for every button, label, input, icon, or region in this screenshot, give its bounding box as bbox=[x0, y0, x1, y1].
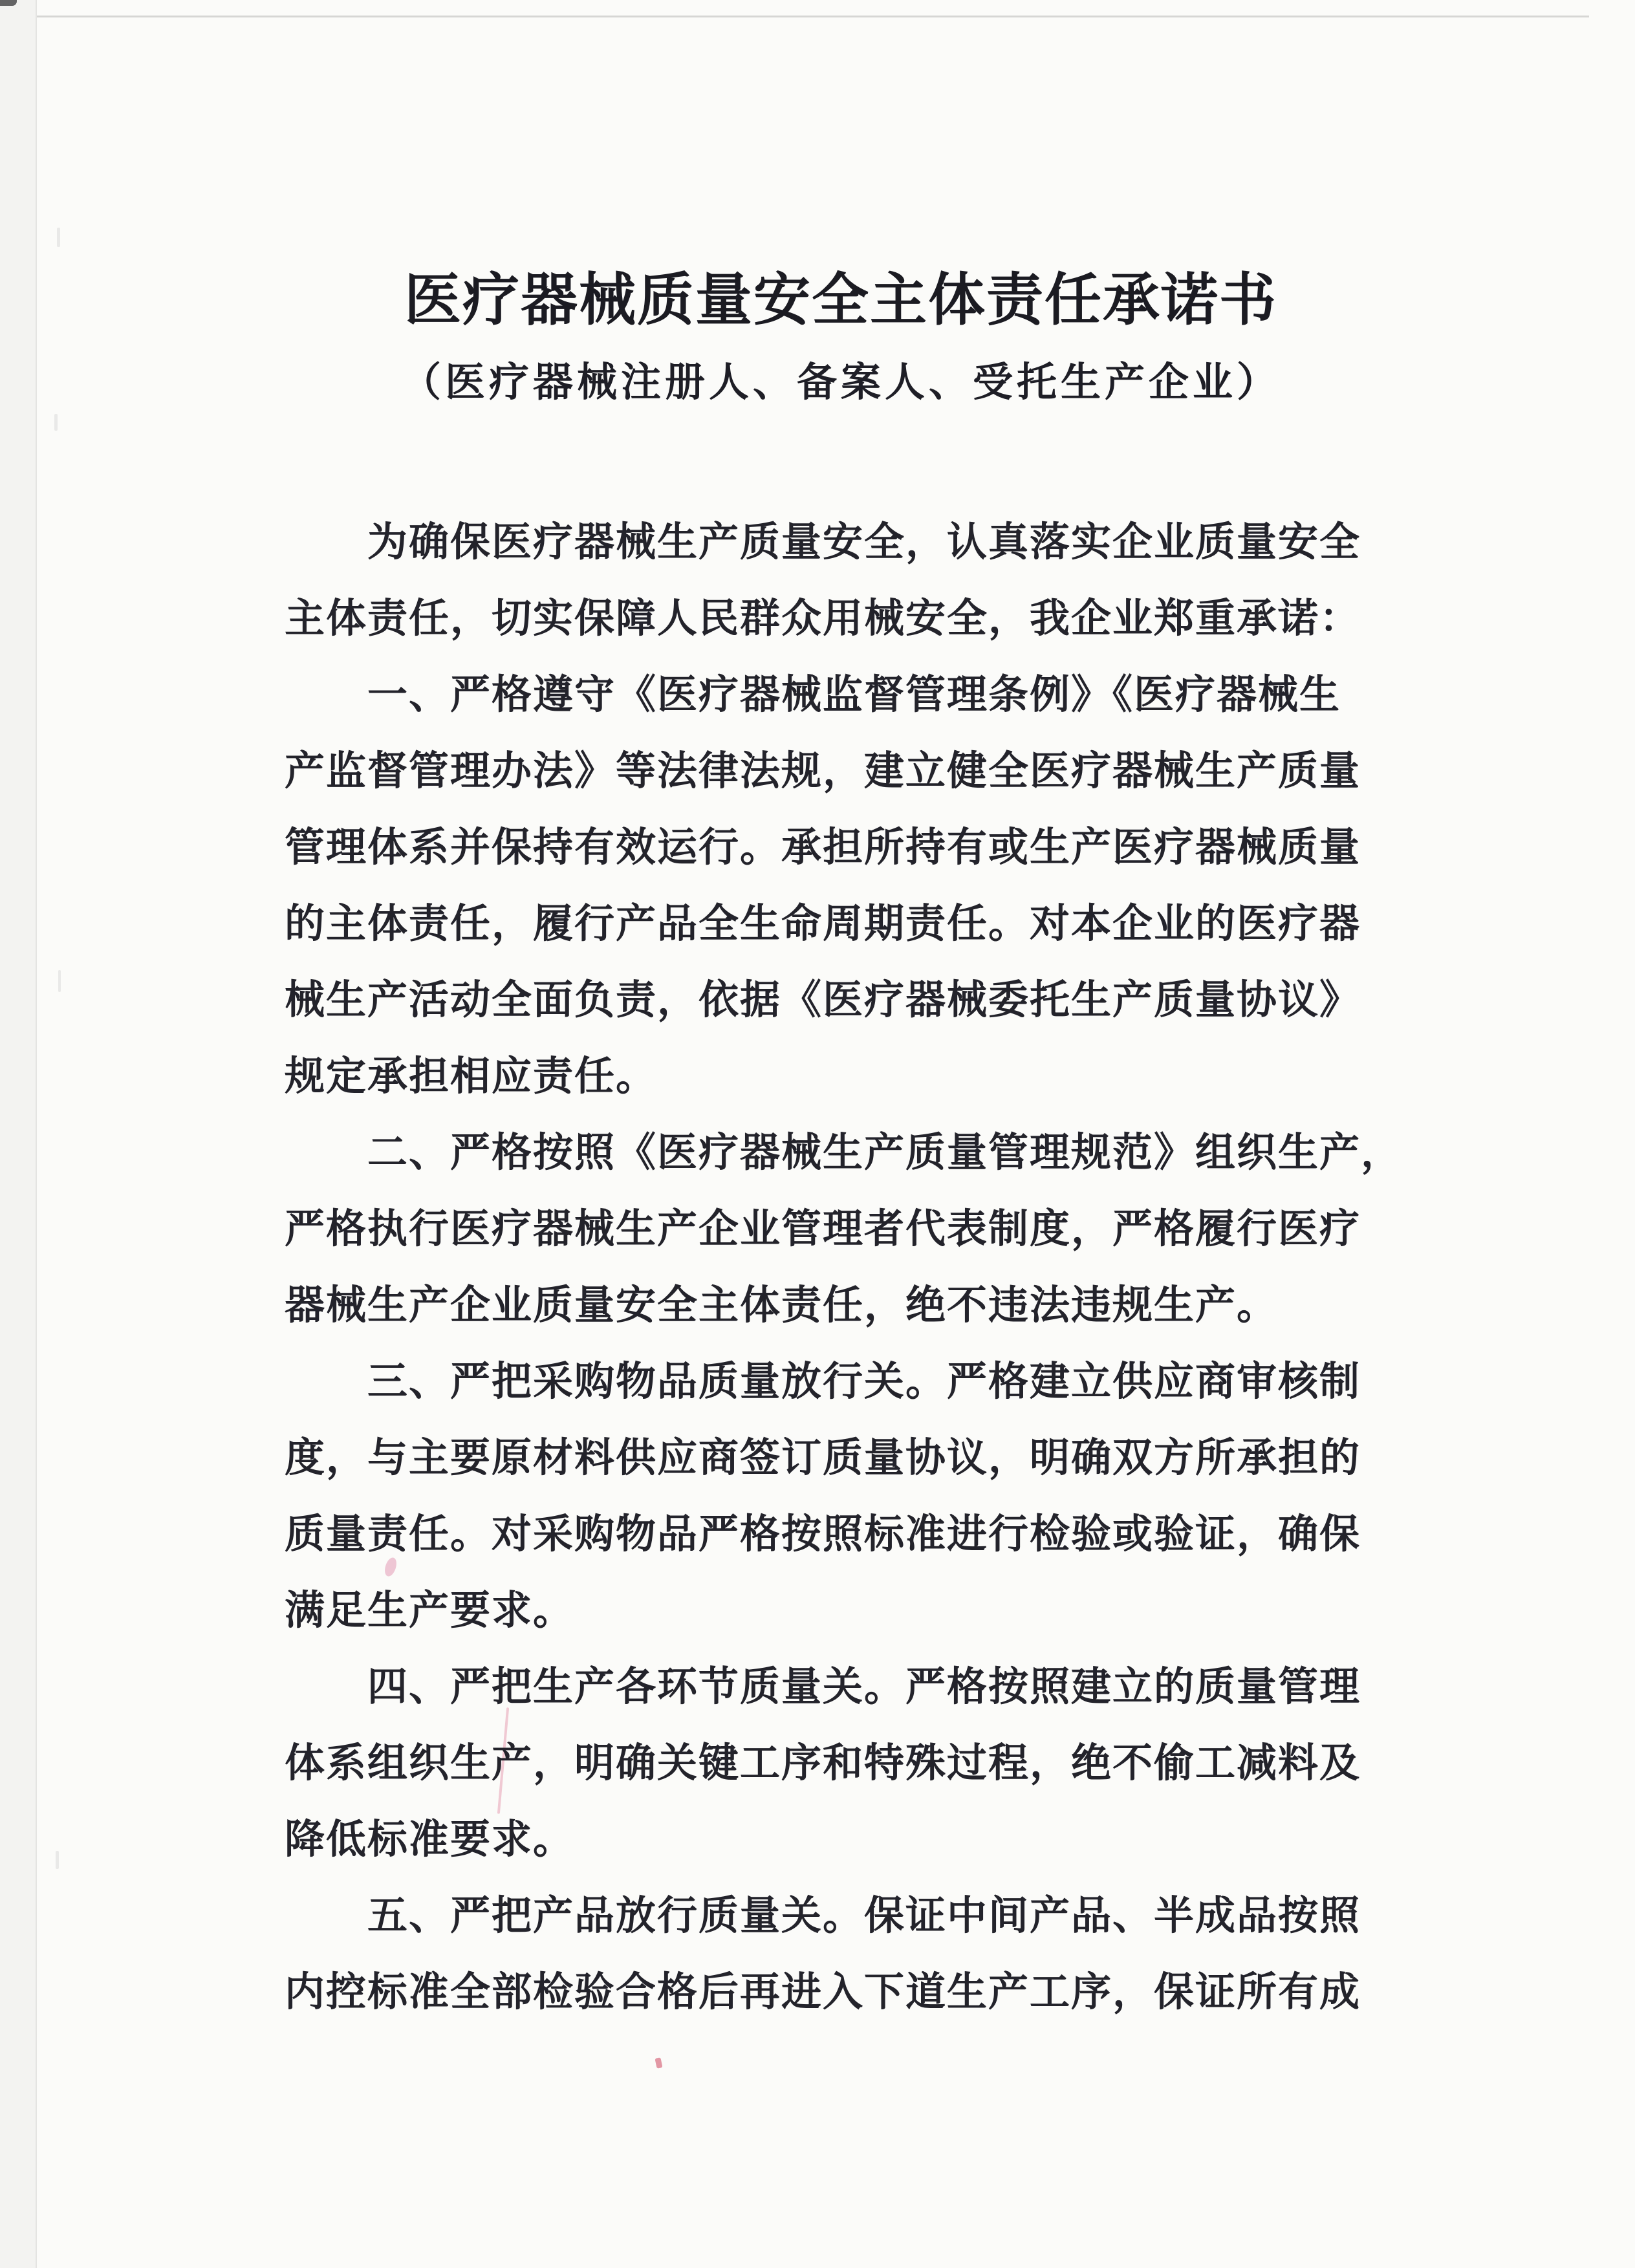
paragraph-item-4 bbox=[285, 1649, 1369, 1878]
scan-edge-shadow bbox=[0, 0, 37, 2268]
scan-speck bbox=[57, 228, 60, 247]
text-line: 产监督管理办法》等法律法规，建立健全医疗器械生产质量 bbox=[285, 749, 1361, 794]
text-line: 严格执行医疗器械生产企业管理者代表制度，严格履行医疗 bbox=[285, 1207, 1361, 1251]
text-line: 械生产活动全面负责，依据《医疗器械委托生产质量协议》 bbox=[285, 978, 1361, 1022]
text-line: 为确保医疗器械生产质量安全，认真落实企业质量安全 bbox=[285, 520, 1361, 565]
text-line: 一、严格遵守《医疗器械监督管理条例》《医疗器械生 bbox=[285, 673, 1341, 717]
scan-corner-mark bbox=[0, 0, 17, 6]
text-line: 满足生产要求。 bbox=[285, 1588, 575, 1633]
text-line: 体系组织生产，明确关键工序和特殊过程，绝不偷工减料及 bbox=[285, 1741, 1361, 1786]
text-line: 内控标准全部检验合格后再进入下道生产工序，保证所有成 bbox=[285, 1970, 1361, 2014]
paragraph-item-2 bbox=[285, 1115, 1403, 1344]
document-subtitle: （医疗器械注册人、备案人、受托生产企业） bbox=[400, 360, 1281, 405]
text-line: 主体责任，切实保障人民群众用械安全，我企业郑重承诺： bbox=[285, 596, 1361, 641]
text-line: 管理体系并保持有效运行。承担所持有或生产医疗器械质量 bbox=[285, 825, 1361, 870]
document-body bbox=[285, 504, 1403, 2031]
pen-smudge-red bbox=[655, 2057, 662, 2069]
text-line: 四、严把生产各环节质量关。严格按照建立的质量管理 bbox=[285, 1665, 1361, 1709]
scan-top-hairline bbox=[37, 16, 1589, 17]
text-line: 器械生产企业质量安全主体责任，绝不违法违规生产。 bbox=[285, 1283, 1279, 1328]
text-line: 的主体责任，履行产品全生命周期责任。对本企业的医疗器 bbox=[285, 902, 1361, 946]
paragraph-item-1 bbox=[285, 657, 1369, 1115]
text-line: 五、严把产品放行质量关。保证中间产品、半成品按照 bbox=[285, 1894, 1361, 1938]
paragraph-preamble bbox=[285, 504, 1369, 657]
scan-speck bbox=[54, 414, 58, 431]
scan-speck bbox=[56, 1851, 59, 1869]
text-line: 规定承担相应责任。 bbox=[285, 1054, 658, 1099]
paragraph-item-3 bbox=[285, 1344, 1369, 1649]
text-line: 三、严把采购物品质量放行关。严格建立供应商审核制 bbox=[285, 1359, 1361, 1404]
text-line: 二、严格按照《医疗器械生产质量管理规范》组织生产， bbox=[285, 1130, 1403, 1175]
scan-speck bbox=[58, 970, 61, 992]
text-line: 度，与主要原材料供应商签订质量协议，明确双方所承担的 bbox=[285, 1436, 1361, 1480]
paragraph-item-5 bbox=[285, 1878, 1369, 2031]
text-line: 降低标准要求。 bbox=[285, 1817, 575, 1862]
text-line: 质量责任。对采购物品严格按照标准进行检验或验证，确保 bbox=[285, 1512, 1361, 1557]
document-title: 医疗器械质量安全主体责任承诺书 bbox=[404, 268, 1277, 332]
